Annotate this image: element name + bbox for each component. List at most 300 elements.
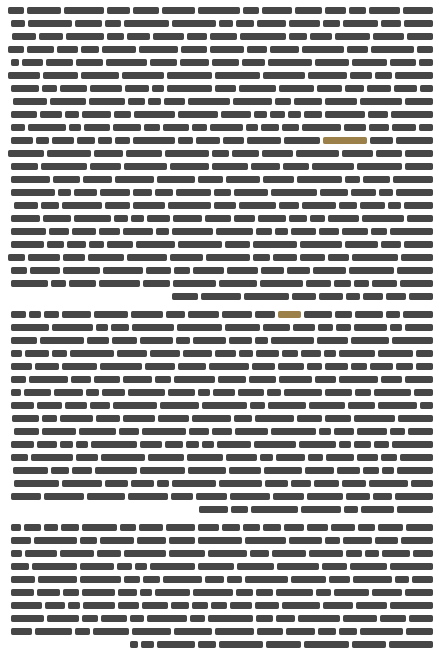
word-placeholder [325, 389, 352, 396]
word-placeholder [35, 628, 72, 635]
word-placeholder [208, 615, 253, 622]
text-line [8, 58, 433, 67]
word-placeholder [125, 85, 149, 92]
word-placeholder [171, 602, 189, 609]
word-placeholder [363, 293, 383, 300]
word-placeholder [90, 85, 122, 92]
word-placeholder [227, 267, 258, 274]
word-placeholder [206, 254, 249, 261]
word-placeholder [51, 280, 66, 287]
word-placeholder [128, 493, 168, 500]
article-column [8, 6, 433, 647]
word-placeholder [226, 176, 260, 183]
word-placeholder [263, 324, 290, 331]
word-placeholder [349, 267, 394, 274]
word-placeholder [115, 176, 154, 183]
word-placeholder [168, 202, 211, 209]
word-placeholder [117, 563, 132, 570]
word-placeholder [316, 589, 331, 596]
word-placeholder [82, 524, 117, 531]
word-placeholder [411, 480, 433, 487]
word-placeholder [362, 215, 404, 222]
word-placeholder [230, 493, 270, 500]
word-placeholder [139, 46, 177, 53]
word-placeholder [343, 615, 377, 622]
word-placeholder [210, 124, 243, 131]
word-placeholder [168, 389, 195, 396]
word-placeholder [309, 402, 345, 409]
word-placeholder [374, 389, 411, 396]
word-placeholder [63, 589, 79, 596]
word-placeholder [142, 428, 186, 435]
word-placeholder [416, 363, 433, 370]
word-placeholder [52, 137, 74, 144]
word-placeholder [90, 163, 121, 170]
word-placeholder [255, 311, 275, 318]
word-placeholder [178, 111, 218, 118]
word-placeholder [386, 293, 406, 300]
word-placeholder [331, 524, 355, 531]
word-placeholder [371, 46, 414, 53]
word-placeholder [309, 550, 343, 557]
word-placeholder [307, 524, 328, 531]
word-placeholder [165, 150, 209, 157]
word-placeholder [42, 85, 57, 92]
word-placeholder [81, 72, 119, 79]
word-placeholder [282, 350, 298, 357]
word-placeholder [11, 137, 33, 144]
word-placeholder [230, 602, 252, 609]
word-placeholder [400, 280, 433, 287]
word-placeholder [390, 563, 433, 570]
word-placeholder [278, 363, 304, 370]
word-placeholder [193, 589, 233, 596]
word-placeholder [390, 59, 416, 66]
text-line [8, 149, 433, 158]
word-placeholder [217, 441, 251, 448]
word-placeholder [289, 537, 322, 544]
word-placeholder [404, 241, 433, 248]
word-placeholder [150, 563, 195, 570]
word-placeholder [318, 324, 333, 331]
word-placeholder [275, 98, 291, 105]
word-placeholder [146, 267, 171, 274]
word-placeholder [94, 311, 128, 318]
word-placeholder [378, 524, 403, 531]
text-line [8, 427, 433, 436]
word-placeholder [378, 402, 417, 409]
word-placeholder [173, 280, 216, 287]
word-placeholder [351, 337, 389, 344]
word-placeholder [319, 428, 331, 435]
word-placeholder [339, 202, 357, 209]
word-placeholder [51, 467, 69, 474]
word-placeholder [382, 550, 410, 557]
text-line [8, 84, 433, 93]
word-placeholder [398, 415, 433, 422]
word-placeholder [372, 589, 402, 596]
word-placeholder [72, 467, 92, 474]
word-placeholder [297, 176, 342, 183]
word-placeholder [172, 480, 216, 487]
word-placeholder [156, 228, 169, 235]
word-placeholder [124, 163, 167, 170]
word-placeholder [89, 98, 125, 105]
word-placeholder [105, 480, 128, 487]
word-placeholder [363, 467, 379, 474]
word-placeholder [369, 7, 401, 14]
word-placeholder [240, 33, 286, 40]
word-placeholder [245, 537, 286, 544]
word-placeholder [27, 46, 55, 53]
word-placeholder [284, 137, 320, 144]
word-placeholder [325, 111, 365, 118]
word-placeholder [86, 389, 99, 396]
word-placeholder [188, 467, 226, 474]
word-placeholder [127, 254, 166, 261]
word-placeholder [308, 454, 323, 461]
text-line [8, 440, 433, 449]
word-placeholder [43, 215, 71, 222]
text-line [8, 162, 433, 171]
word-placeholder [231, 506, 248, 513]
word-placeholder [210, 33, 237, 40]
word-placeholder [289, 20, 320, 27]
word-placeholder [130, 615, 144, 622]
word-placeholder [178, 137, 193, 144]
word-placeholder [96, 324, 108, 331]
word-placeholder [318, 628, 336, 635]
word-placeholder [28, 20, 72, 27]
word-placeholder [28, 124, 66, 131]
word-placeholder [314, 480, 339, 487]
word-placeholder [186, 441, 199, 448]
word-placeholder [42, 415, 57, 422]
word-placeholder [183, 350, 212, 357]
text-line [169, 292, 433, 301]
word-placeholder [300, 254, 325, 261]
word-placeholder [53, 176, 80, 183]
word-placeholder [123, 376, 152, 383]
word-placeholder [352, 254, 397, 261]
word-placeholder [294, 98, 322, 105]
word-placeholder [390, 602, 433, 609]
word-placeholder [334, 280, 351, 287]
word-placeholder [71, 376, 91, 383]
word-placeholder [8, 7, 24, 14]
word-placeholder [233, 98, 272, 105]
word-placeholder [147, 615, 187, 622]
word-placeholder [62, 480, 102, 487]
word-placeholder [29, 376, 68, 383]
word-placeholder [28, 254, 61, 261]
word-placeholder [22, 59, 43, 66]
word-placeholder [37, 589, 60, 596]
text-line [8, 32, 433, 41]
word-placeholder [24, 524, 41, 531]
word-placeholder [11, 176, 50, 183]
word-placeholder [187, 454, 223, 461]
text-line [8, 601, 433, 610]
text-line [8, 310, 433, 319]
word-placeholder [292, 293, 316, 300]
word-placeholder [148, 454, 184, 461]
word-placeholder [299, 441, 336, 448]
word-placeholder [62, 202, 102, 209]
word-placeholder [405, 589, 433, 596]
text-line [8, 466, 433, 475]
text-line [127, 640, 433, 649]
word-placeholder [8, 46, 24, 53]
text-line [8, 588, 433, 597]
word-placeholder [409, 615, 433, 622]
word-placeholder [369, 124, 389, 131]
word-placeholder [234, 189, 268, 196]
word-placeholder [347, 46, 368, 53]
word-placeholder [11, 267, 27, 274]
word-placeholder [403, 7, 433, 14]
word-placeholder [205, 215, 231, 222]
word-placeholder [137, 537, 166, 544]
word-placeholder [192, 602, 208, 609]
word-placeholder [11, 280, 48, 287]
word-placeholder [12, 33, 36, 40]
word-placeholder [212, 428, 232, 435]
text-line [8, 123, 433, 132]
word-placeholder [343, 20, 378, 27]
word-placeholder [396, 189, 433, 196]
word-placeholder [286, 628, 315, 635]
word-placeholder [58, 189, 71, 196]
word-placeholder [254, 111, 267, 118]
word-placeholder [371, 228, 387, 235]
word-placeholder [284, 389, 322, 396]
word-placeholder [172, 228, 213, 235]
text-line [8, 45, 433, 54]
word-placeholder [419, 59, 433, 66]
text-line [8, 575, 433, 584]
word-placeholder [62, 363, 97, 370]
word-placeholder [315, 59, 349, 66]
word-placeholder [343, 537, 372, 544]
word-placeholder [106, 59, 147, 66]
word-placeholder [80, 576, 121, 583]
word-placeholder [11, 402, 34, 409]
word-placeholder [47, 615, 79, 622]
word-placeholder [176, 189, 211, 196]
word-placeholder [29, 311, 41, 318]
word-placeholder [139, 524, 163, 531]
word-placeholder [275, 228, 288, 235]
word-placeholder [237, 563, 274, 570]
word-placeholder [395, 72, 433, 79]
word-placeholder [271, 428, 316, 435]
word-placeholder [167, 72, 212, 79]
word-placeholder [289, 33, 307, 40]
word-placeholder [390, 228, 433, 235]
word-placeholder [310, 33, 332, 40]
word-placeholder [118, 589, 137, 596]
word-placeholder [115, 137, 130, 144]
word-placeholder [307, 493, 343, 500]
word-placeholder [80, 563, 114, 570]
word-placeholder [37, 441, 57, 448]
word-placeholder [360, 202, 385, 209]
word-placeholder [234, 415, 252, 422]
word-placeholder [381, 376, 402, 383]
word-placeholder [222, 524, 240, 531]
word-placeholder [351, 363, 367, 370]
word-placeholder [352, 641, 386, 648]
word-placeholder [174, 267, 190, 274]
word-placeholder [296, 150, 340, 157]
word-placeholder [155, 189, 173, 196]
word-placeholder [198, 389, 210, 396]
word-placeholder [276, 454, 305, 461]
word-placeholder [170, 254, 203, 261]
word-placeholder [127, 33, 150, 40]
word-placeholder [291, 576, 326, 583]
word-placeholder [358, 524, 375, 531]
word-placeholder [30, 267, 60, 274]
text-line [8, 479, 433, 488]
word-placeholder [291, 480, 311, 487]
word-placeholder [11, 615, 44, 622]
word-placeholder [169, 550, 205, 557]
word-placeholder [101, 454, 145, 461]
text-line [8, 19, 433, 28]
word-placeholder [282, 124, 299, 131]
word-placeholder [196, 493, 227, 500]
word-placeholder [329, 576, 350, 583]
word-placeholder [381, 20, 401, 27]
word-placeholder [353, 576, 392, 583]
word-placeholder [75, 20, 102, 27]
text-line [8, 492, 433, 501]
word-placeholder [171, 493, 193, 500]
word-placeholder [166, 524, 195, 531]
word-placeholder [111, 324, 129, 331]
word-placeholder [277, 563, 319, 570]
word-placeholder [145, 363, 175, 370]
word-placeholder [87, 337, 109, 344]
word-placeholder [232, 150, 259, 157]
word-placeholder [254, 441, 296, 448]
word-placeholder [60, 441, 73, 448]
word-placeholder [334, 428, 354, 435]
word-placeholder [164, 98, 185, 105]
word-placeholder [373, 33, 404, 40]
word-placeholder [35, 363, 59, 370]
word-placeholder [279, 202, 299, 209]
word-placeholder [39, 33, 63, 40]
word-placeholder [76, 441, 88, 448]
word-placeholder [419, 124, 433, 131]
word-placeholder [119, 428, 139, 435]
word-placeholder [95, 467, 137, 474]
word-placeholder [81, 46, 99, 53]
word-placeholder [199, 506, 228, 513]
word-placeholder [152, 85, 164, 92]
word-placeholder [323, 602, 353, 609]
word-placeholder [395, 576, 409, 583]
word-placeholder [76, 59, 103, 66]
word-placeholder [128, 389, 165, 396]
word-placeholder [170, 163, 209, 170]
word-placeholder [382, 467, 394, 474]
word-placeholder [404, 202, 433, 209]
text-line [8, 323, 433, 332]
word-placeholder [124, 550, 166, 557]
word-placeholder [219, 280, 257, 287]
word-placeholder [8, 150, 44, 157]
word-placeholder [405, 98, 433, 105]
text-line [8, 97, 433, 106]
word-placeholder [339, 628, 357, 635]
word-placeholder [405, 150, 433, 157]
word-placeholder [370, 363, 393, 370]
word-placeholder [271, 337, 314, 344]
word-placeholder [82, 111, 111, 118]
word-placeholder [328, 215, 359, 222]
word-placeholder [160, 402, 199, 409]
text-line [8, 536, 433, 545]
word-placeholder [131, 311, 163, 318]
word-placeholder [218, 376, 246, 383]
word-placeholder [11, 20, 25, 27]
word-placeholder [68, 602, 80, 609]
word-placeholder [100, 537, 134, 544]
word-placeholder [188, 311, 219, 318]
word-placeholder [47, 150, 91, 157]
word-placeholder [40, 111, 62, 118]
word-placeholder [392, 337, 433, 344]
word-placeholder [13, 467, 48, 474]
word-placeholder [319, 228, 339, 235]
word-placeholder [144, 124, 160, 131]
word-placeholder [287, 267, 310, 274]
word-placeholder [271, 189, 317, 196]
word-placeholder [74, 215, 111, 222]
word-placeholder [227, 576, 242, 583]
word-placeholder [150, 350, 180, 357]
word-placeholder [313, 267, 346, 274]
word-placeholder [11, 602, 42, 609]
word-placeholder [60, 550, 94, 557]
word-placeholder [272, 550, 306, 557]
word-placeholder [357, 428, 387, 435]
word-placeholder [11, 124, 25, 131]
word-placeholder [238, 389, 264, 396]
word-placeholder [361, 506, 394, 513]
word-placeholder [412, 576, 433, 583]
word-placeholder [57, 46, 78, 53]
word-placeholder [302, 124, 341, 131]
word-placeholder [212, 59, 239, 66]
word-placeholder [243, 524, 260, 531]
word-placeholder [209, 363, 249, 370]
word-placeholder [46, 59, 73, 66]
word-placeholder [414, 389, 433, 396]
word-placeholder [211, 602, 227, 609]
word-placeholder [350, 563, 387, 570]
word-placeholder [325, 363, 348, 370]
word-placeholder [103, 267, 143, 274]
word-placeholder [24, 389, 51, 396]
word-placeholder [363, 176, 390, 183]
word-placeholder [357, 454, 378, 461]
word-placeholder [8, 72, 40, 79]
